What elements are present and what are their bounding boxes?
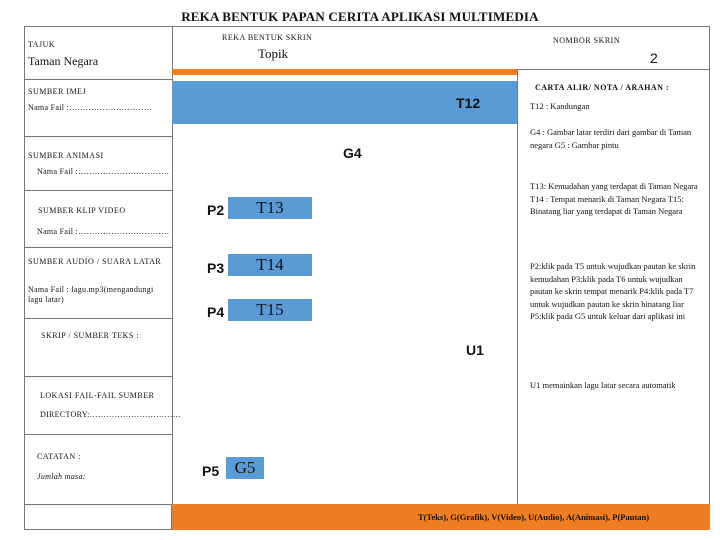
code-g4: G4 (343, 145, 362, 161)
page-title: REKA BENTUK PAPAN CERITA APLIKASI MULTIMEDIA (181, 9, 539, 24)
line-animasi (24, 190, 172, 191)
right-divider (517, 69, 518, 504)
legend: T(Teks), G(Grafik), V(Video), U(Audio), A(Animasi), P(Pautan) (418, 512, 650, 522)
note-pautan: P2:klik pada T5 untuk wujudkan pautan ke skrin kemudahan P3:klik pada T6 untuk wujudkan pautan ke skrin tempat menarik P4:klik pada T7 untuk wujudkan pautan ke skrin binatang liar P5:klik pada G5 untuk keluar dari aplikasi ini (530, 261, 696, 321)
text-box-t13: T13 (228, 197, 312, 219)
link-p4[interactable]: P4 (207, 304, 225, 320)
line-audio (24, 318, 172, 319)
nombor-skrin-value: 2 (650, 50, 658, 66)
directory-label: DIRECTORY:…………………………… (40, 410, 181, 419)
lokasi-label: LOKASI FAIL-FAIL SUMBER (40, 391, 155, 400)
link-p5[interactable]: P5 (202, 463, 220, 479)
carta-alir-label: CARTA ALIR/ NOTA / ARAHAN : (535, 83, 670, 92)
tajuk-label: TAJUK (28, 40, 56, 49)
audio-u1: U1 (466, 342, 484, 358)
catatan-label: CATATAN : (37, 452, 81, 461)
nama-fail-imej: Nama Fail :………………………… (28, 103, 153, 112)
jumlah-masa: Jumlah masa: (37, 472, 86, 481)
skrip-label: SKRIP / SUMBER TEKS : (41, 331, 140, 340)
note-u1: U1 memainkan lagu latar secara automatik (530, 380, 676, 390)
note-t12: T12 : Kandungan (530, 101, 590, 111)
note-g4-g5: G4 : Gambar latar terdiri dari gambar di Taman negara G5 : Gambar pintu (530, 127, 692, 150)
nama-fail-audio: Nama Fail : lagu.mp3(mengandungi lagu latar) (28, 285, 154, 304)
header-left-line (24, 79, 172, 80)
link-p3[interactable]: P3 (207, 260, 225, 276)
sumber-audio-label: SUMBER AUDIO / SUARA LATAR (28, 257, 162, 266)
reka-bentuk-skrin-label: REKA BENTUK SKRIN (222, 33, 313, 42)
code-t12: T12 (456, 95, 481, 111)
sumber-imej-label: SUMBER IMEJ (28, 87, 87, 96)
canvas-top-strip (172, 69, 517, 75)
line-lokasi (24, 434, 172, 435)
line-video (24, 247, 172, 248)
line-imej (24, 136, 172, 137)
topik: Topik (258, 46, 289, 61)
note-t13-t15: T13: Kemudahan yang terdapat di Taman Negara T14 : Tempat menarik di Taman Negara T15: Binatang liar yang terdapat di Taman Negara (530, 181, 698, 216)
nama-fail-animasi: Nama Fail :…………………………… (37, 167, 170, 176)
tajuk-value: Taman Negara (28, 54, 99, 68)
exit-button-g5[interactable]: G5 (226, 457, 264, 479)
link-p2[interactable]: P2 (207, 202, 225, 218)
text-box-t14: T14 (228, 254, 312, 276)
text-box-t15: T15 (228, 299, 312, 321)
nama-fail-video: Nama Fail :…………………………… (37, 227, 170, 236)
sumber-animasi-label: SUMBER ANIMASI (28, 151, 104, 160)
line-skrip (24, 376, 172, 377)
nombor-skrin-label: NOMBOR SKRIN (553, 36, 621, 45)
sumber-video-label: SUMBER KLIP VIDEO (38, 206, 126, 215)
footer-left-cell (24, 504, 172, 530)
